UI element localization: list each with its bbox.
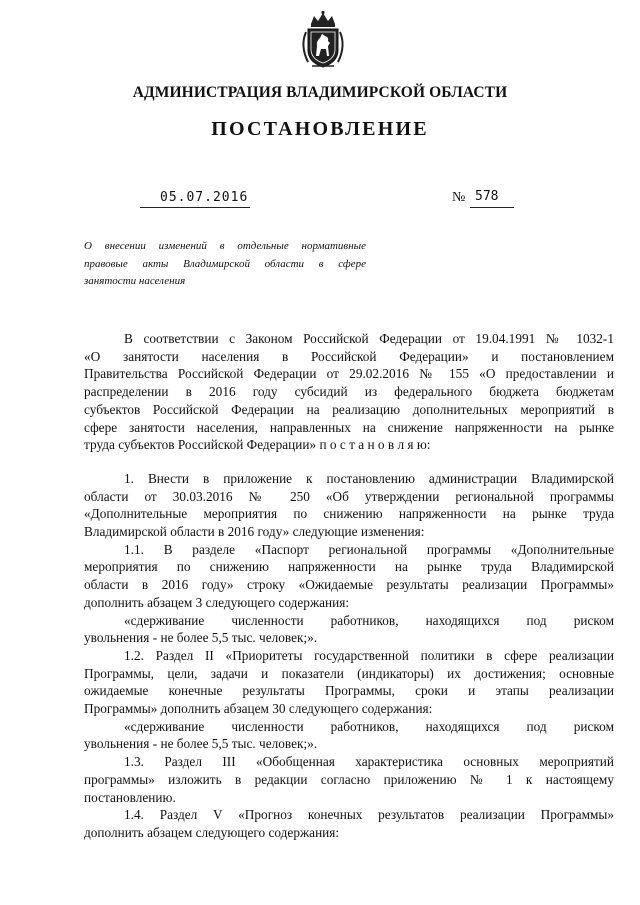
- item-line: ожидаемые конечные результаты Программы, сроки и этапы реализации: [84, 683, 614, 699]
- item-line: постановлению.: [84, 789, 176, 805]
- item-line: Владимирской области в 2016 году» следующие изменения:: [84, 524, 425, 540]
- organization-name: АДМИНИСТРАЦИЯ ВЛАДИМИРСКОЙ ОБЛАСТИ: [132, 84, 508, 101]
- item-line: Программы, цели, задачи и показатели (индикаторы) их достижения; основные: [84, 665, 614, 681]
- item-line: мероприятия по снижению напряженности на рынке труда Владимирской: [84, 559, 614, 575]
- document-date: 05.07.2016: [160, 190, 249, 205]
- paragraph-gap: [84, 454, 614, 470]
- number-underline: [470, 207, 514, 208]
- subject-line: О внесении изменений в отдельные нормативные: [84, 240, 366, 252]
- item-line: дополнить абзацем 3 следующего содержания:: [84, 594, 350, 610]
- date-underline: [140, 207, 250, 208]
- item-line: «Дополнительные мероприятия по снижению напряженности на рынке труда: [84, 506, 614, 522]
- document-subject: [84, 238, 366, 291]
- item-line: увольнения - не более 5,5 тыс. человек;».: [84, 630, 318, 646]
- preamble-line: субъектов Российской Федерации на реализацию дополнительных мероприятий в: [84, 401, 614, 417]
- preamble-line: сфере занятости населения, направленных на снижение напряженности на рынке: [84, 419, 614, 435]
- item-line: 1.2. Раздел II «Приоритеты государственной политики в сфере реализации: [124, 647, 614, 663]
- preamble-line: распределении в 2016 году субсидий из федерального бюджета бюджетам: [84, 384, 614, 400]
- item-line: дополнить абзацем следующего содержания:: [84, 824, 340, 840]
- item-line: области от 30.03.2016 № 250 «Об утверждении региональной программы: [84, 488, 614, 504]
- item-line: области в 2016 году» строку «Ожидаемые результаты реализации Программы»: [84, 577, 614, 593]
- item-line: 1.1. В разделе «Паспорт региональной программы «Дополнительные: [124, 541, 614, 557]
- item-line: 1.3. Раздел III «Обобщенная характеристика основных мероприятий: [124, 754, 614, 770]
- number-sign: №: [452, 190, 466, 205]
- vladimir-oblast-coat-of-arms-icon: [298, 10, 348, 70]
- subject-line: правовые акты Владимирской области в сфере: [84, 257, 366, 270]
- preamble-line: «О занятости населения в Российской Федерации» и постановлением: [84, 348, 614, 364]
- item-line: 1. Внести в приложение к постановлению администрации Владимирской: [124, 470, 614, 486]
- item-line: увольнения - не более 5,5 тыс. человек;».: [84, 736, 318, 752]
- item-line: 1.4. Раздел V «Прогноз конечных результатов реализации Программы»: [124, 807, 614, 823]
- document-body: [84, 330, 614, 842]
- preamble-line: труда субъектов Российской Федерации» п о с т а н о в л я ю:: [84, 437, 431, 453]
- document-type-title: ПОСТАНОВЛЕНИЕ: [211, 118, 429, 140]
- document-number: 578: [475, 189, 499, 204]
- item-line: «сдерживание численности работников, находящихся под риском: [124, 718, 614, 734]
- preamble-line: В соответствии с Законом Российской Федерации от 19.04.1991 № 1032-1: [124, 331, 614, 346]
- item-line: «сдерживание численности работников, находящихся под риском: [124, 612, 614, 628]
- item-line: программы» изложить в редакции согласно приложению № 1 к настоящему: [84, 771, 614, 787]
- preamble-line: Правительства Российской Федерации от 29.02.2016 № 155 «О предоставлении и: [84, 366, 614, 382]
- subject-line: занятости населения: [84, 275, 186, 287]
- item-line: Программы» дополнить абзацем 30 следующего содержания:: [84, 701, 433, 717]
